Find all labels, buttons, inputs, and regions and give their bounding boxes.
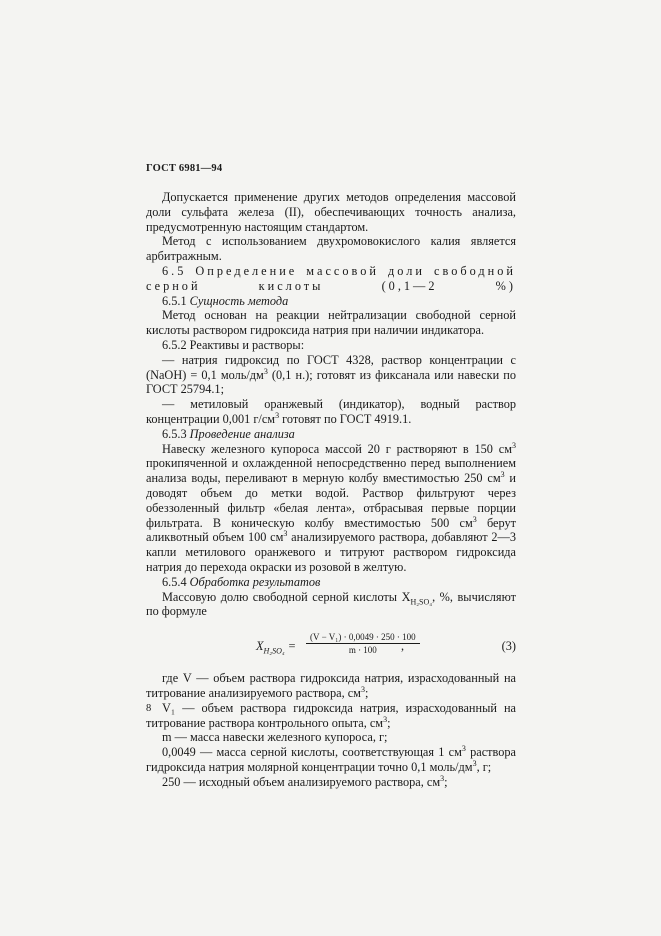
superscript: 3 [440,773,445,783]
superscript: 3 [472,758,477,768]
paragraph-naoh [146,353,516,397]
section-6-5-2: 6.5.2 Реактивы и растворы: [162,337,305,352]
definition-0-0049 [146,745,516,775]
definition-m: m — масса навески железного купороса, г; [162,730,388,745]
section-6-5-title: 6.5 Определение массовой доли свободной серной кислоты (0,1—2 %) [146,263,516,293]
paragraph-calc [146,590,516,620]
text-run: , г; [476,759,492,774]
superscript: 3 [283,529,288,539]
section-6-5-4 [146,575,516,590]
superscript: 3 [263,366,268,376]
document-header: ГОСТ 6981—94 [146,163,223,174]
formula-comma: , [401,639,405,654]
formula-number: (3) [501,639,516,654]
section-6-5-3 [146,427,516,442]
section-6-5-1 [146,294,516,309]
text-run: (0,1 н.); готовят из фиксанала или навески по ГОСТ 25794.1; [146,367,516,397]
superscript: 3 [500,470,505,480]
superscript: 3 [472,514,477,524]
text-run: анализируемого раствора, добавляют 2—3 капли метилового оранжевого и титруют раствором гидроксида натрия до перехода окраски из розовой в желтую. [146,530,516,574]
section-number: 6.5.3 [162,426,187,441]
text-run: раствора гидроксида натрия молярной концентрации точно 0,1 моль/дм [146,745,517,774]
text-run: — метиловый оранжевый (индикатор), водный раствор концентрации 0,001 г/см [146,397,516,426]
definition-250 [146,775,516,790]
paragraph-method: Метод основан на реакции нейтрализации свободной серной кислоты раствором гидроксида натрия при наличии индикатора. [146,308,516,338]
formula-denominator: m · 100 [348,645,377,656]
superscript: 3 [461,744,466,753]
text-run: ; [444,774,448,789]
text-run: 250 — исходный объем анализируемого раствора, см [162,774,441,789]
document-body [146,190,516,789]
text-run: Навеску железного купороса массой 20 г растворяют в 150 см [162,441,512,456]
superscript: 3 [275,410,280,420]
text-run: V₁ — объем раствора гидроксида натрия, израсходованный на титрование раствора контрольного опыта, см [146,700,516,730]
section-number: 6.5.4 [162,574,187,589]
section-title: Обработка результатов [189,574,321,589]
text-run: ; [364,685,369,700]
text-run: , %, вычисляют по формуле [146,589,516,619]
formula-3 [146,629,516,665]
text-run: прокипяченной и охлажденной непосредственно перед выполнением анализа воды, переливают в мерную колбу вместимостью 250 см [146,456,516,486]
definition-v [146,671,516,701]
definition-v1 [146,701,516,731]
text-run: 0,0049 — масса серной кислоты, соответствующая 1 см [162,745,462,760]
text-run: Массовую долю свободной серной кислоты X [162,589,411,604]
section-title: Проведение анализа [189,426,295,441]
superscript: 3 [360,684,365,694]
text-run: и доводят объем до метки водой. Раствор фильтруют через обеззоленный фильтр «белая лента», отбрасывая первые порции фильтрата. В коническую колбу вместимостью 500 см [146,471,517,530]
subscript: H₂SO₄ [410,596,433,606]
superscript: 3 [512,440,516,450]
paragraph-indicator [146,397,516,427]
formula-lhs: $X_{H_2SO_4}$ = [256,639,297,656]
formula-numerator: (V − V₁) · 0,0049 · 250 · 100 [306,631,420,644]
text-run: берут аликвотный объем 100 см [146,515,516,545]
text-run: готовят по ГОСТ 4919.1. [279,411,412,426]
formula-subscript: H₂SO₄ [263,646,285,656]
text-run: ; [387,715,391,730]
formula-variable: X [256,639,264,654]
page-number: 8 [146,703,152,714]
section-title: Сущность метода [189,293,289,308]
paragraph-alt-methods: Допускается применение других методов определения массовой доли сульфата железа (II), обеспечивающих точность анализа, предусмотренную настоящим стандартом. [146,190,516,234]
paragraph-arbitration: Метод с использованием двухромовокислого калия является арбитражным. [146,234,516,264]
text-run: — натрия гидроксид по ГОСТ 4328, раствор концентрации c (NaOH) = 0,1 моль/дм [146,352,516,382]
text-run: где V — объем раствора гидроксида натрия, израсходованный на титрование анализируемого раствора, см [146,671,516,700]
paragraph-procedure [146,442,516,575]
superscript: 3 [383,714,388,724]
section-number: 6.5.1 [162,293,187,308]
